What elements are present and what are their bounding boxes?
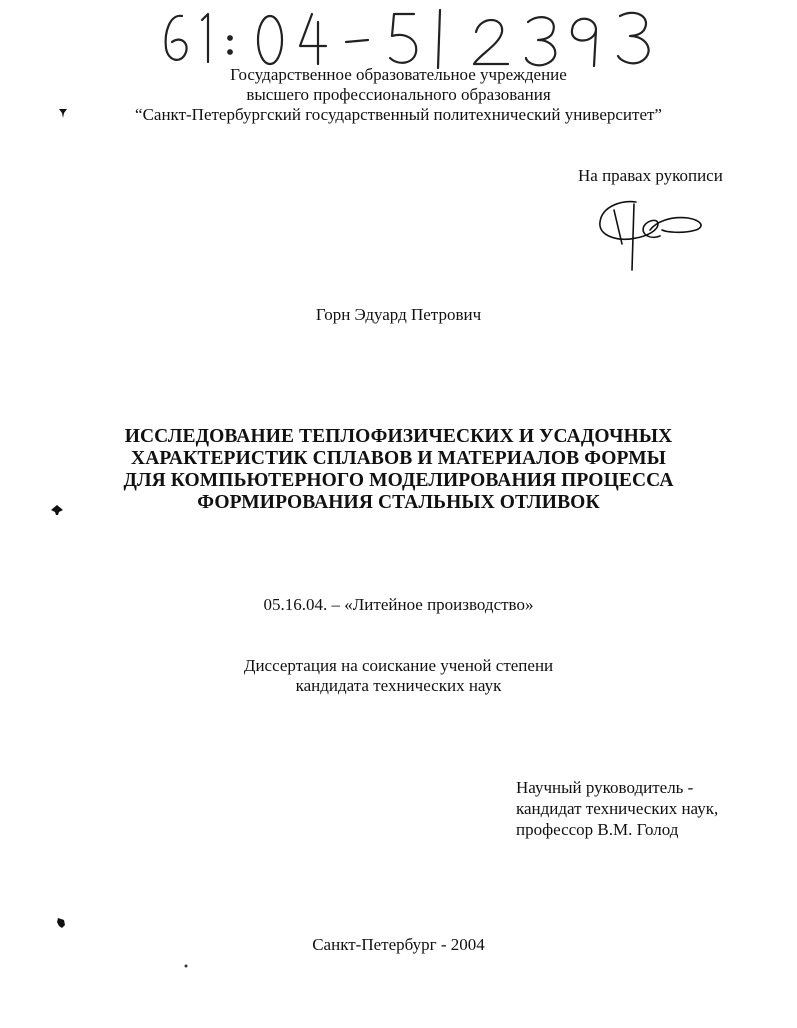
degree-statement	[0, 656, 797, 696]
author-name: Горн Эдуард Петрович	[315, 305, 482, 324]
title-line-3: ДЛЯ КОМПЬЮТЕРНОГО МОДЕЛИРОВАНИЯ ПРОЦЕССА	[123, 470, 674, 491]
title-line-4: ФОРМИРОВАНИЯ СТАЛЬНЫХ ОТЛИВОК	[197, 492, 600, 513]
scan-mark	[56, 916, 66, 926]
author-signature	[592, 196, 712, 271]
degree-line-2: кандидата технических наук	[295, 676, 502, 695]
title-line-2: ХАРАКТЕРИСТИК СПЛАВОВ И МАТЕРИАЛОВ ФОРМЫ	[131, 448, 666, 469]
specialty-code: 05.16.04. – «Литейное производство»	[263, 595, 534, 614]
advisor-line-3: профессор В.М. Голод	[516, 820, 679, 839]
institution-line-1: Государственное образовательное учреждение	[230, 65, 567, 84]
institution-header	[0, 65, 797, 125]
institution-line-2: высшего профессионального образования	[246, 85, 551, 104]
city-year: Санкт-Петербург - 2004	[312, 935, 485, 954]
institution-line-3: “Санкт-Петербургский государственный политехнический университет”	[135, 105, 662, 124]
stamp-number-text	[150, 2, 155, 3]
advisor-line-2: кандидат технических наук,	[516, 799, 719, 818]
dissertation-title	[0, 426, 797, 514]
scientific-advisor	[516, 777, 718, 840]
degree-line-1: Диссертация на соискание ученой степени	[243, 656, 554, 675]
title-line-1: ИССЛЕДОВАНИЕ ТЕПЛОФИЗИЧЕСКИХ И УСАДОЧНЫХ	[124, 426, 673, 447]
scan-mark	[58, 106, 68, 116]
manuscript-note: На правах рукописи	[578, 166, 723, 185]
scan-dot	[184, 955, 188, 959]
advisor-line-1: Научный руководитель -	[516, 778, 694, 797]
handwritten-registration-number	[150, 2, 670, 72]
